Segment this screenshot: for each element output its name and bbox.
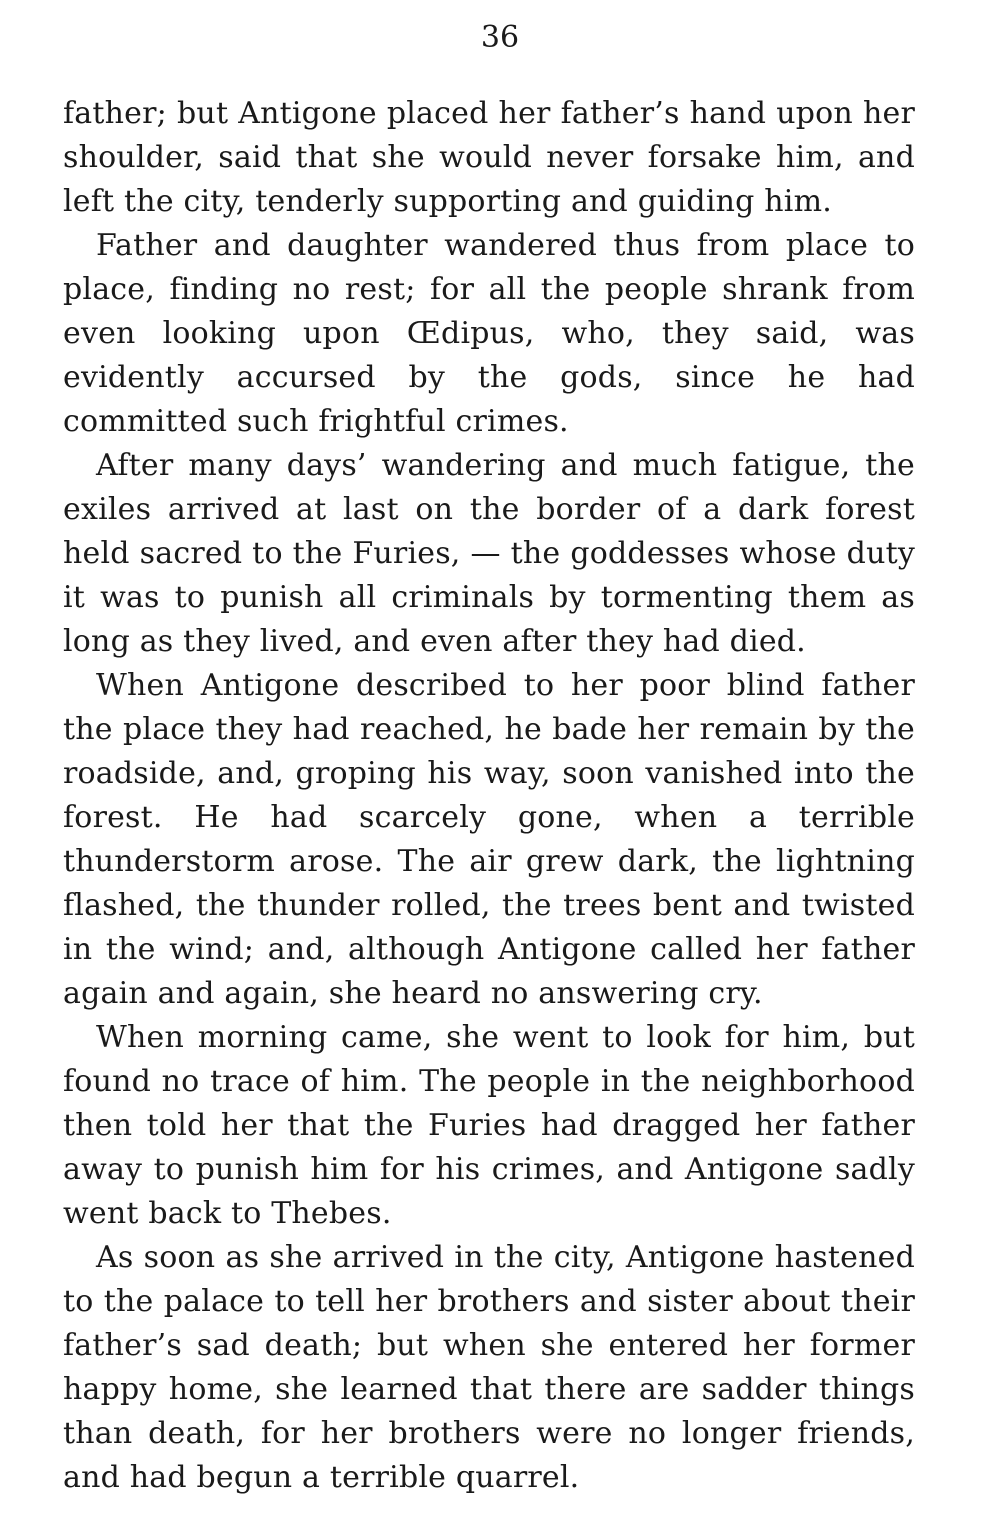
paragraph-4: When Antigone described to her poor blind father the place they had reached, he bade her remain by the roadside, and, groping his way, soon vanished into the forest. He had scarcely gone, when a terrible thunderstorm arose. The air grew dark, the lightning flashed, the thunder rolled, the trees bent and twisted in the wind; and, although Antigone called her father again and again, she heard no answering cry. <box>63 668 915 1011</box>
paragraph-1: father; but Antigone placed her father’s hand upon her shoulder, said that she would never forsake him, and left the city, tenderly supporting and guiding him. <box>63 96 915 219</box>
paragraph-5: When morning came, she went to look for him, but found no trace of him. The people in the neighborhood then told her that the Furies had dragged her father away to punish him for his crimes, and Antigone sadly went back to Thebes. <box>63 1020 915 1231</box>
paragraph-3: After many days’ wandering and much fatigue, the exiles arrived at last on the border of a dark forest held sacred to the Furies, — the goddesses whose duty it was to punish all criminals by tormenting them as long as they lived, and even after they had died. <box>63 448 915 659</box>
body-text <box>63 92 915 1500</box>
page-number: 36 <box>480 20 520 55</box>
paragraph-6: As soon as she arrived in the city, Antigone hastened to the palace to tell her brothers and sister about their father’s sad death; but when she entered her former happy home, she learned that there are sadder things than death, for her brothers were no longer friends, and had begun a terrible quarrel. <box>63 1240 915 1495</box>
paragraph-2: Father and daughter wandered thus from place to place, finding no rest; for all the people shrank from even looking upon Œdipus, who, they said, was evidently accursed by the gods, since he had committed such frightful crimes. <box>63 228 915 439</box>
